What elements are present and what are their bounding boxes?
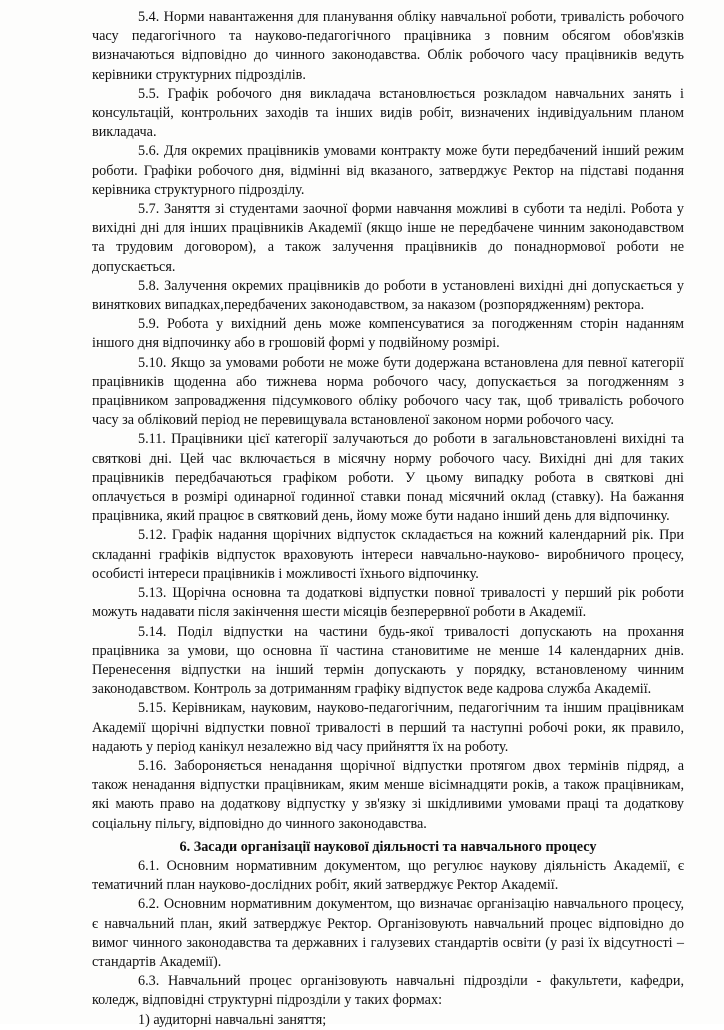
section-heading: 6. Засади організації наукової діяльності та навчального процесу	[179, 838, 597, 855]
paragraph-5-12: 5.12. Графік надання щорічних відпусток складається на кожний календарний рік. При складанні графіків відпусток враховують інтереси навчально-науково- виробничого процесу, особисті інтереси працівників і можливості їхнього відпочинку.	[92, 527, 684, 582]
list-item: 1) аудиторні навчальні заняття;	[138, 1011, 327, 1028]
paragraph-5-4: 5.4. Норми навантаження для планування обліку навчальної роботи, тривалість робочого часу педагогічного та науково-педагогічного працівника з повним обсягом обов'язків визначаються відповідно до чинного законодавства. Облік робочого часу працівників ведуть керівники структурних підрозділів.	[92, 9, 684, 83]
paragraph-5-10: 5.10. Якщо за умовами роботи не може бути додержана встановлена для певної категорії працівників щоденна або тижнева норма робочого часу, допускається за погодженням з працівником запровадження підсумкового обліку робочого часу так, щоб тривалість робочого часу за обліковий період не перевищувала встановленої законом норми робочого часу.	[92, 354, 684, 429]
paragraph-5-6: 5.6. Для окремих працівників умовами контракту може бути передбачений інший режим роботи. Графіки робочого дня, відмінні від вказаного, затверджує Ректор на підставі подання керівника структурного підрозділу.	[92, 143, 684, 198]
paragraph-5-8: 5.8. Залучення окремих працівників до роботи в установлені вихідні дні допускається у виняткових випадках,передбачених законодавством, за наказом (розпорядженням) ректора.	[92, 277, 684, 314]
paragraph-5-15: 5.15. Керівникам, науковим, науково-педагогічним, педагогічним та іншим працівникам Академії щорічні відпустки повної тривалості в перший та наступні робочі роки, як правило, надають у період канікул незалежно від часу прийняття їх на роботу.	[92, 700, 684, 755]
paragraph-5-14: 5.14. Поділ відпустки на частини будь-якої тривалості допускають на прохання працівника за умови, що основна її частина становитиме не менше 14 календарних днів. Перенесення відпустки на інший термін допускають у порядку, встановленому чинним законодавством. Контроль за дотриманням графіку відпусток веде кадрова служба Академії.	[92, 623, 684, 698]
paragraph-5-5: 5.5. Графік робочого дня викладача встановлюється розкладом навчальних занять і консультацій, контрольних заходів та інших видів робіт, визначених індивідуальним планом викладача.	[92, 85, 684, 141]
paragraph-6-3: 6.3. Навчальний процес організовують навчальні підрозділи - факультети, кафедри, коледж, відповідні структурні підрозділи у таких формах:	[92, 973, 684, 1009]
paragraph-5-16: 5.16. Забороняється ненадання щорічної відпустки протягом двох термінів підряд, а також ненадання відпустки працівникам, яким менше вісімнадцяти років, а також працівникам, які мають право на додаткову відпустку у зв'язку зі шкідливими умовами праці та додаткову соціальну пільгу, відповідно до чинного законодавства.	[92, 757, 684, 832]
paragraph-6-2: 6.2. Основним нормативним документом, що визначає організацію навчального процесу, є навчальний план, який затверджує Ректор. Організовують навчальний процес відповідно до вимог чинного законодавства та державних і галузевих стандартів освіти (у разі їх відсутності – стандартів Академії).	[92, 896, 684, 970]
paragraph-5-7: 5.7. Заняття зі студентами заочної форми навчання можливі в суботи та неділі. Робота у вихідні дні для інших працівників Академії (якщо інше не передбачене чинним законодавством та трудовим договором), а також залучення працівників до понаднормової роботи не допускається.	[92, 201, 684, 275]
paragraph-5-11: 5.11. Працівники цієї категорії залучаються до роботи в загальновстановлені вихідні та святкові дні. Цей час включається в місячну норму робочого часу. Вихідні дні для таких працівників передбачаються графіком роботи. У цьому випадку робота в святкові дні оплачується в розмірі одинарної годинної ставки понад місячний оклад (ставку). На бажання працівника, який працює в святковий день, йому може бути надано інший день для відпочинку.	[92, 431, 684, 525]
paragraph-5-13: 5.13. Щорічна основна та додаткові відпустки повної тривалості у перший рік роботи можуть надавати після закінчення шести місяців безперервної роботи в Академії.	[92, 585, 684, 621]
paragraph-5-9: 5.9. Робота у вихідний день може компенсуватися за погодженням сторін наданням іншого дня відпочинку або в грошовій формі у подвійному розмірі.	[92, 316, 684, 352]
paragraph-6-1: 6.1. Основним нормативним документом, що регулює наукову діяльність Академії, є тематичний план науково-дослідних робіт, який затверджує Ректор Академії.	[92, 857, 684, 894]
